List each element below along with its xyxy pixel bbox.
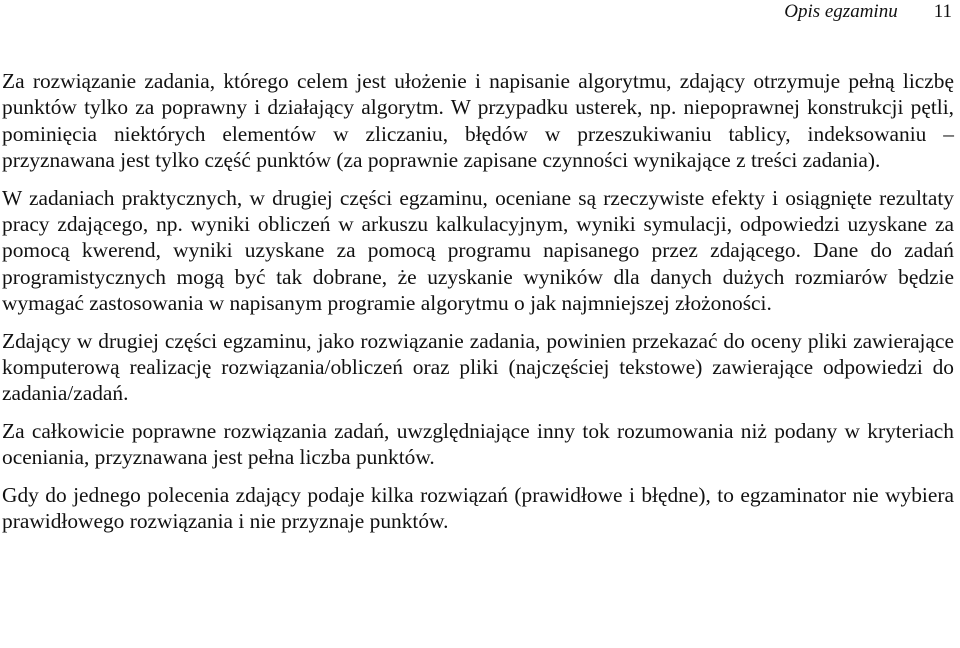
body-text <box>2 68 954 546</box>
header-title: Opis egzaminu <box>784 1 898 22</box>
paragraph-alternative-solutions: Za całkowicie poprawne rozwiązania zadań, uwzględniające inny tok rozumowania niż podany w kryteriach oceniania, przyznawana jest pełna liczba punktów. <box>2 418 954 470</box>
paragraph-algorithm-scoring: Za rozwiązanie zadania, którego celem jest ułożenie i napisanie algorytmu, zdający otrzymuje pełną liczbę punktów tylko za poprawny i działający algorytm. W przypadku usterek, np. niepoprawnej konstrukcji pętli, pominięcia niektórych elementów w zliczaniu, błędów w przeszukiwaniu tablicy, indeksowaniu – przyznawana jest tylko część punktów (za poprawnie zapisane czynności wynikające z treści zadania). <box>2 69 954 173</box>
paragraph-practical-tasks: W zadaniach praktycznych, w drugiej części egzaminu, oceniane są rzeczywiste efekty i osiągnięte rezultaty pracy zdającego, np. wyniki obliczeń w arkuszu kalkulacyjnym, wyniki symulacji, odpowiedzi uzyskane za pomocą kwerend, wyniki uzyskane za pomocą programu napisanego przez zdającego. Dane do zadań programistycznych mogą być tak dobrane, że uzyskanie wyników dla danych dużych rozmiarów będzie wymagać zastosowania w napisanym programie algorytmu o jak najmniejszej złożoności. <box>2 185 954 316</box>
paragraph-submission-files: Zdający w drugiej części egzaminu, jako rozwiązanie zadania, powinien przekazać do oceny pliki zawierające komputerową realizację rozwiązania/obliczeń oraz pliki (najczęściej tekstowe) zawierające odpowiedzi do zadania/zadań. <box>2 328 954 406</box>
paragraph-multiple-solutions: Gdy do jednego polecenia zdający podaje kilka rozwiązań (prawidłowe i błędne), to egzaminator nie wybiera prawidłowego rozwiązania i nie przyznaje punktów. <box>2 482 954 534</box>
page-number: 11 <box>933 1 952 22</box>
running-header <box>784 0 952 24</box>
